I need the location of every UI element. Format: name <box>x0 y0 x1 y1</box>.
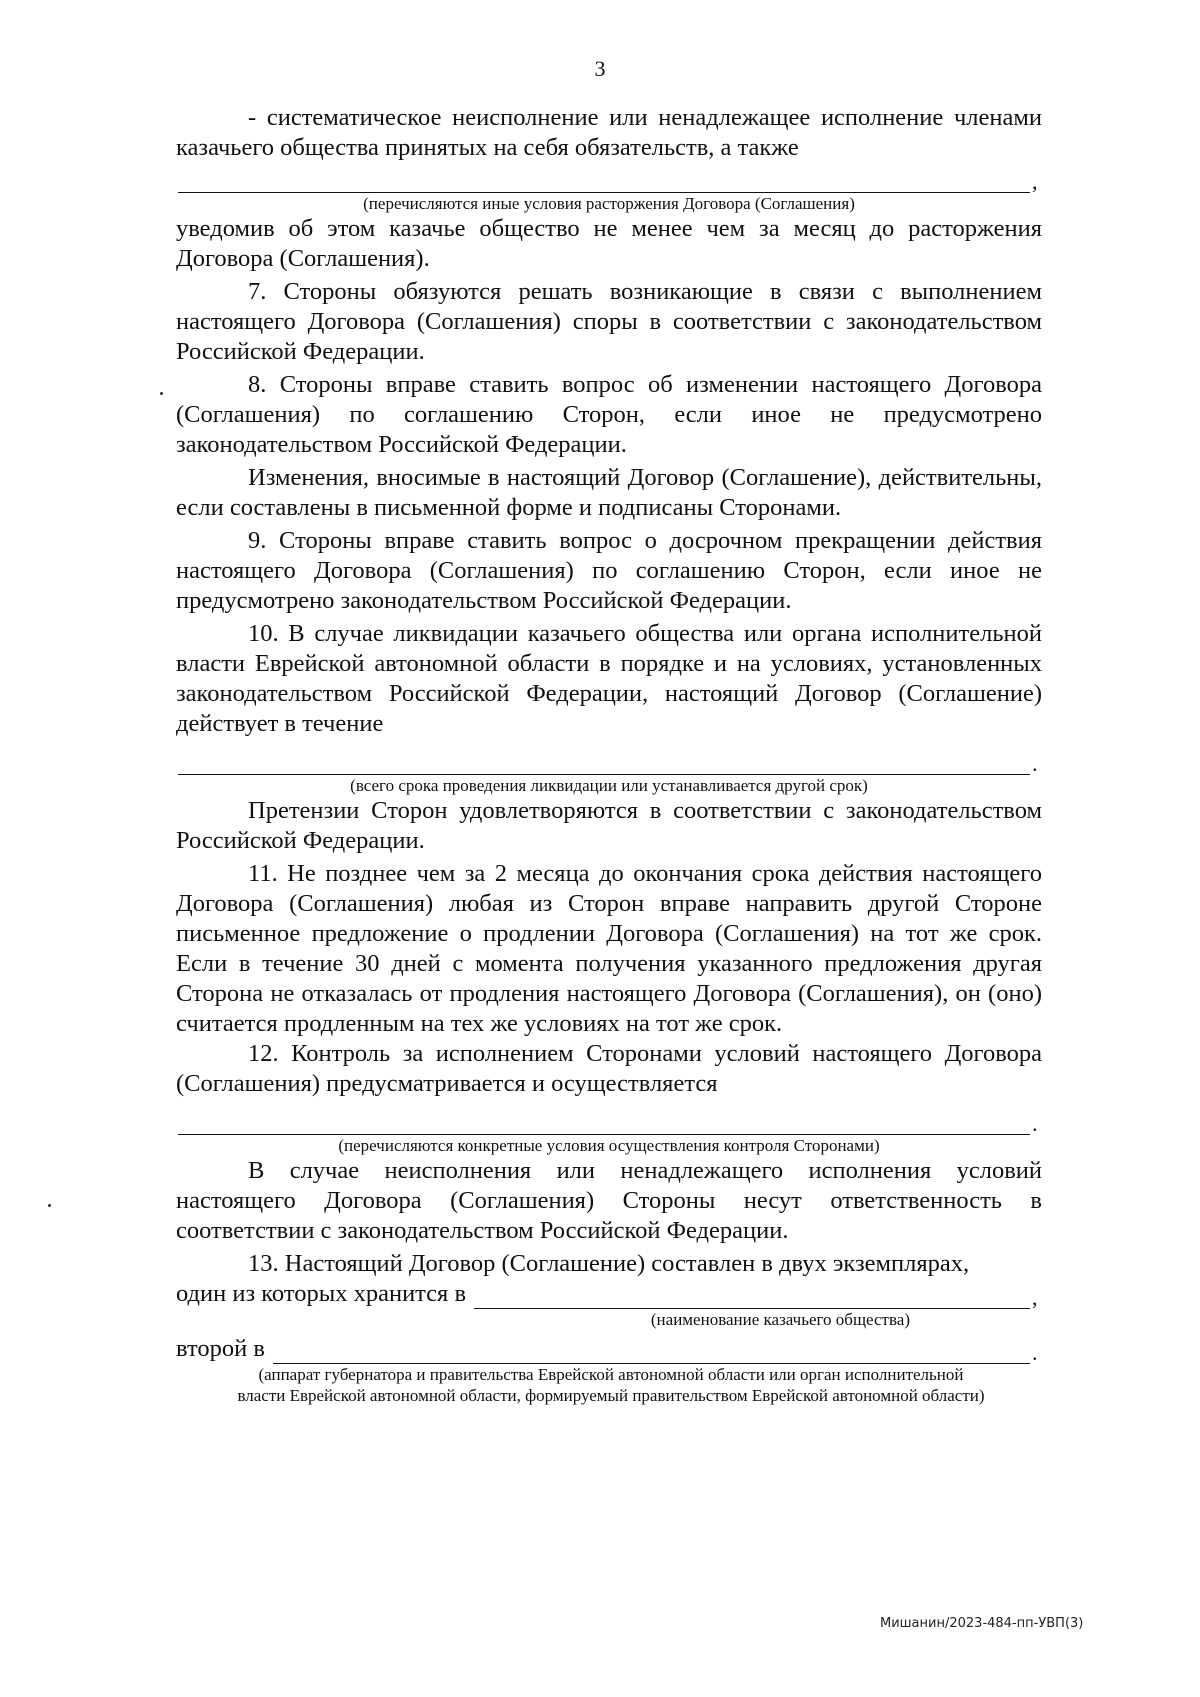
document-code: Мишанин/2023-484-пп-УВП(3) <box>880 1616 1084 1631</box>
paragraph-changes: Изменения, вносимые в настоящий Договор (Соглашение), действительны, если составлены в письменной форме и подписаны Сторонами. <box>176 464 1042 521</box>
scan-dot <box>48 1204 51 1207</box>
scan-dot <box>160 392 163 395</box>
blank-line <box>273 1339 1030 1364</box>
fill-line-first-copy: один из которых хранится в , <box>176 1280 1038 1310</box>
blank-line <box>178 1110 1030 1135</box>
caption-government-body-1: (аппарат губернатора и правительства Еврейской автономной области или орган исполнительной <box>258 1365 964 1384</box>
fill-line-second-copy: второй в . <box>176 1335 1038 1365</box>
caption-government-body-2: власти Еврейской автономной области, формируемый правительством Еврейской автономной области) <box>237 1386 985 1405</box>
fill-line-liquidation: . <box>176 745 1042 775</box>
caption-termination: (перечисляются иные условия расторжения Договора (Соглашения) <box>363 194 855 213</box>
second-copy-label: второй в <box>176 1335 265 1362</box>
blank-line <box>178 168 1030 193</box>
paragraph-8: 8. Стороны вправе ставить вопрос об изменении настоящего Договора (Соглашения) по соглашению Сторон, если иное не предусмотрено законодательством Российской Федерации. <box>176 371 1042 458</box>
paragraph-termination-conditions: - систематическое неисполнение или ненадлежащее исполнение членами казачьего общества принятых на себя обязательств, а также <box>176 104 1042 161</box>
blank-line <box>474 1284 1030 1309</box>
paragraph-liability: В случае неисполнения или ненадлежащего исполнения условий настоящего Договора (Соглашения) Стороны несут ответственность в соответствии с законодательством Российской Федерации. <box>176 1157 1042 1244</box>
paragraph-13: 13. Настоящий Договор (Соглашение) составлен в двух экземплярах, <box>248 1250 970 1277</box>
fill-line-control: . <box>176 1105 1042 1135</box>
paragraph-12: 12. Контроль за исполнением Сторонами условий настоящего Договора (Соглашения) предусматривается и осуществляется <box>176 1040 1042 1097</box>
paragraph-11: 11. Не позднее чем за 2 месяца до окончания срока действия настоящего Договора (Соглашения) любая из Сторон вправе направить другой Стороне письменное предложение о продлении Договора (Соглашения) на тот же срок. Если в течение 30 дней с момента получения указанного предложения другая Сторона не отказалась от продления настоящего Договора (Соглашения), он (оно) считается продленным на тех же условиях на тот же срок. <box>176 860 1042 1037</box>
first-copy-label: один из которых хранится в <box>176 1280 467 1307</box>
document-body <box>176 103 1042 1406</box>
paragraph-10: 10. В случае ликвидации казачьего общества или органа исполнительной власти Еврейской автономной области в порядке и на условиях, установленных законодательством Российской Федерации, настоящий Договор (Соглашение) действует в течение <box>176 620 1042 737</box>
caption-control: (перечисляются конкретные условия осуществления контроля Сторонами) <box>338 1136 880 1155</box>
paragraph-notice: уведомив об этом казачье общество не менее чем за месяц до расторжения Договора (Соглашения). <box>176 215 1042 272</box>
caption-cossack-society: (наименование казачьего общества) <box>650 1310 910 1329</box>
caption-liquidation: (всего срока проведения ликвидации или устанавливается другой срок) <box>350 776 868 795</box>
paragraph-claims: Претензии Сторон удовлетворяются в соответствии с законодательством Российской Федерации. <box>176 797 1042 854</box>
paragraph-7: 7. Стороны обязуются решать возникающие в связи с выполнением настоящего Договора (Соглашения) споры в соответствии с законодательством Российской Федерации. <box>176 278 1042 365</box>
paragraph-9: 9. Стороны вправе ставить вопрос о досрочном прекращении действия настоящего Договора (Соглашения) по соглашению Сторон, если иное не предусмотрено законодательством Российской Федерации. <box>176 527 1042 614</box>
page-number: 3 <box>594 56 606 81</box>
blank-line <box>178 750 1030 775</box>
fill-line-termination: , <box>176 163 1042 193</box>
